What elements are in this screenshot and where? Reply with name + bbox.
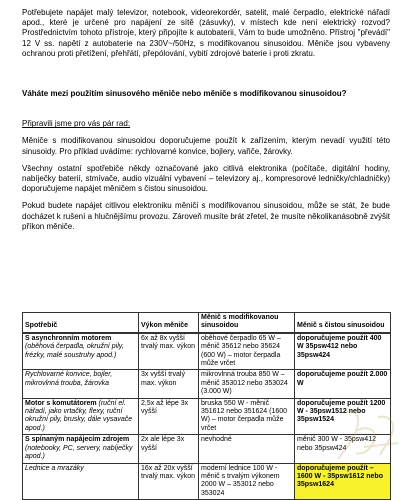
paragraph-modified: Měniče s modifikovanou sinusoidou doporučujeme použít k zařízením, kterým nevadí využití této sinusoidy. Pro příklad uvádíme: rychlovarné konvice, bojlery, vařiče, žárovky. bbox=[22, 136, 390, 156]
header-appliance: Spotřebič bbox=[23, 313, 139, 333]
header-power: Výkon měniče bbox=[139, 313, 199, 333]
modified-cell: bruska 550 W - měnič 351612 nebo 351624 (1600 W) – motor čerpadla může vrčet bbox=[199, 398, 295, 435]
appliance-cell bbox=[23, 333, 139, 370]
document-body bbox=[22, 8, 390, 232]
power-cell: 3x vyšší trvalý max. výkon bbox=[139, 370, 199, 398]
watermark-logo bbox=[334, 403, 404, 463]
power-cell: 2,5x až lépe 3x vyšší bbox=[139, 398, 199, 435]
appliance-note: Rychlovarné konvice, bojler, mikrovlnná trouba, žárovka bbox=[25, 371, 113, 387]
intro-paragraph: Potřebujete napájet malý televizor, notebook, videorekordér, satelit, malé čerpadlo, elektrické nářadí apod., které je určené pro napájení ze sítě (zásuvky), v místech kde není elektrický rozvod? Prostřednictvím tohoto přístroje, který připojíte k autobaterii, Vám to bude umožněno. Přístroj "převádí" 12 V ss. napětí z autobaterie na 230V~/50Hz, s modifikovanou sinusoidou. Měniče jsou vybaveny ochranou proti přetížení, přehřátí, přepólování, vybití zdrojové baterie i proti zkratu. bbox=[22, 8, 390, 58]
appliance-title: Motor s komutátorem bbox=[25, 399, 97, 407]
modified-cell: moderní lednice 100 W - měnič s trvalým výkonem 2000 W – 353012 nebo 353024 bbox=[199, 463, 295, 500]
power-cell: 6x až 8x vyšší trvalý max. výkon bbox=[139, 333, 199, 370]
table-row bbox=[23, 370, 391, 398]
section-heading: Váháte mezi použitím sinusového měniče nebo měniče s modifikovanou sinusoidou? bbox=[22, 89, 347, 99]
table-row bbox=[23, 463, 391, 500]
appliance-cell bbox=[23, 435, 139, 463]
pure-cell: doporučujeme použít 2.000 W bbox=[295, 370, 391, 398]
appliance-cell bbox=[23, 398, 139, 435]
paragraph-sensitive: Všechny ostatní spotřebiče někdy označované jako citlivá elektronika (počítače, digitální hodiny, nabíječky baterií, stmívače, audio vizuální vybavení – televizory aj., kompresorové ledničky/chladničky) doporučujeme napájet měničem s čistou sinusoidou. bbox=[22, 163, 390, 194]
table-header-row bbox=[23, 313, 391, 333]
power-cell: 16x až 20x vyšší trvalý max. výkon bbox=[139, 463, 199, 500]
subheading: Připravili jsme pro vás pár rad: bbox=[22, 119, 131, 129]
modified-cell: oběhové čerpadlo 65 W – měnič 35612 nebo 35624 (600 W) – motor čerpadla může vrčet bbox=[199, 333, 295, 370]
header-pure: Měnič s čistou sinusoidou bbox=[295, 313, 391, 333]
pure-cell-highlighted: doporučujeme použít – 1600 W - 35psw1612 nebo 35psw1624 bbox=[295, 463, 391, 500]
appliance-note: (notebooky, PC, servery, nabíječky apod.) bbox=[25, 444, 133, 461]
pure-cell: doporučujeme použít 1200 W - 35psw1512 nebo 35psw1524 bbox=[295, 398, 391, 435]
pure-cell: doporučujeme použít 400 W 35psw412 nebo 35psw424 bbox=[295, 333, 391, 370]
power-cell: 2x ale lépe 3x vyšší bbox=[139, 435, 199, 463]
appliance-title: S spínaným napájecím zdrojem bbox=[25, 436, 130, 444]
header-modified: Měnič s modifikovanou sinusoidou bbox=[199, 313, 295, 333]
appliance-cell bbox=[23, 370, 139, 398]
pure-cell: měnič 300 W - 35psw412 nebo 35psw424 bbox=[295, 435, 391, 463]
modified-cell: nevhodné bbox=[199, 435, 295, 463]
appliance-note: (oběhová čerpadla, okružní pily, frézky, malé soustruhy apod.) bbox=[25, 343, 124, 359]
appliance-cell bbox=[23, 463, 139, 500]
appliance-title: S asynchronním motorem bbox=[25, 334, 112, 342]
appliance-note: Lednice a mrazáky bbox=[25, 464, 84, 472]
table-row bbox=[23, 333, 391, 370]
paragraph-warning: Pokud budete napájet citlivou elektroniku měniči s modifikovanou sinusoidou, může se stát, že bude docházet k rušení a hlučnějšímu provozu. Zároveň musíte brát zřetel, že musíte několikanásobně zvýšit příkon měniče. bbox=[22, 201, 390, 231]
modified-cell: mikrovlnná trouba 850 W – měnič 353012 nebo 353024 (3.000 W) bbox=[199, 370, 295, 398]
appliance-note: (ruční el. nářadí, jako vrtačky, flexy, ruční okružní pily, brusky, dále vysavače apod.) bbox=[25, 399, 133, 432]
